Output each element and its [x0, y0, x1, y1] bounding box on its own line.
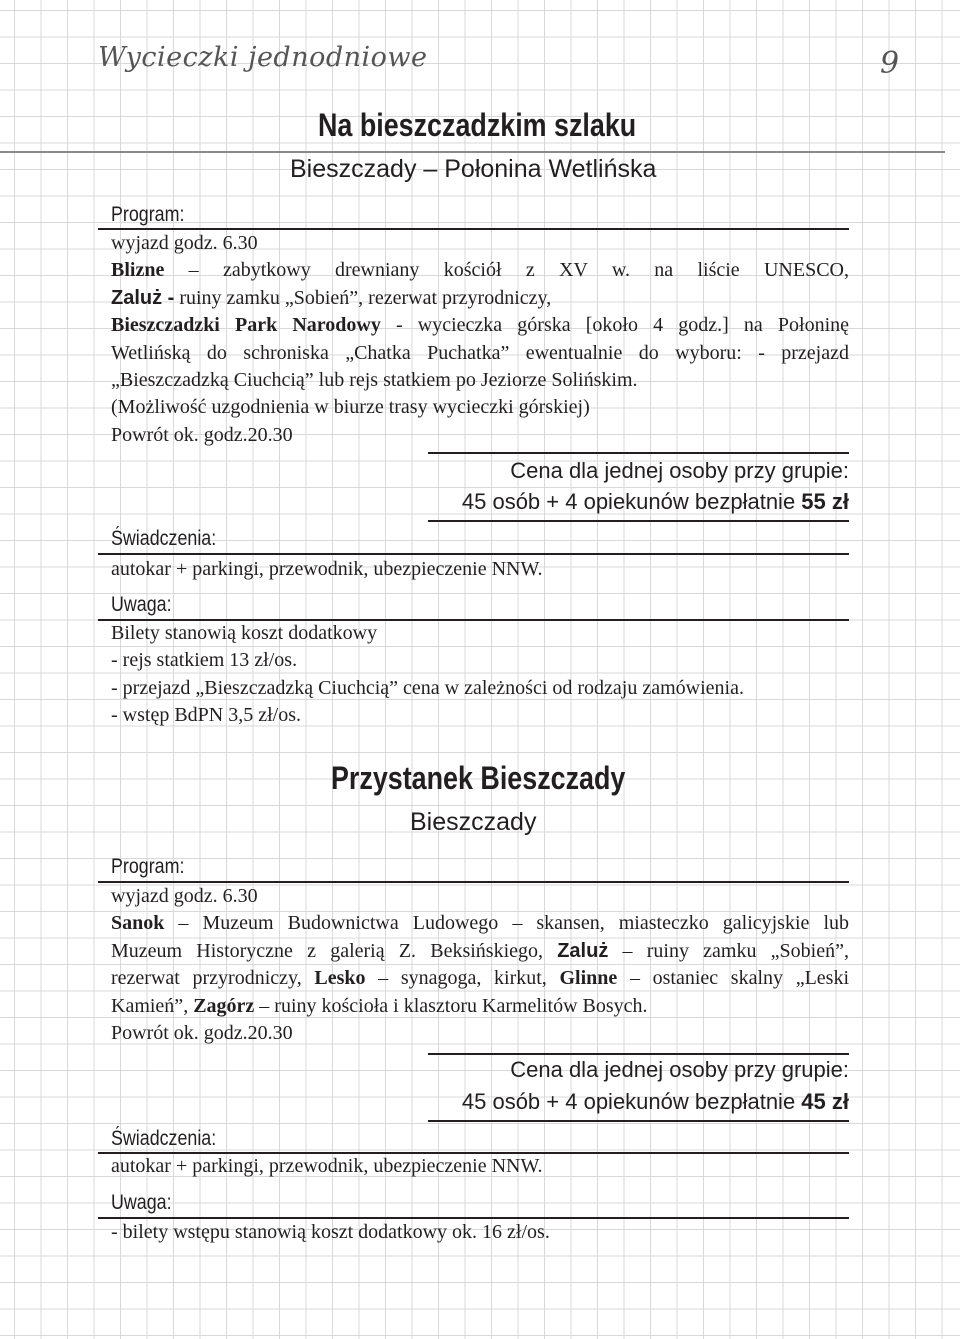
trip-1-price-line [462, 489, 849, 515]
trip-1-notes [111, 620, 744, 730]
trip-2-program-line [111, 910, 849, 937]
trip-2-program-label: Program: [111, 855, 185, 878]
trip-1-price-heading: Cena dla jednej osoby przy grupie: [510, 458, 849, 483]
trip-1-program-line [111, 312, 849, 339]
place-name: Bieszczadzki Park Narodowy [111, 314, 381, 337]
trip-1-services-label: Świadczenia: [111, 527, 217, 550]
trip-2-note-line: - bilety wstępu stanowią koszt dodatkowy ok. 16 zł/os. [111, 1221, 550, 1243]
trip-1-subtitle: Bieszczady – Połonina Wetlińska [290, 155, 657, 183]
trip-1-note-line: - wstęp BdPN 3,5 zł/os. [111, 704, 301, 727]
trip-2-price-rule-top [428, 1053, 849, 1055]
trip-1-program-line: Wetlińską do schroniska „Chatka Puchatka” ewentualnie do wyboru: - przejazd [111, 341, 849, 364]
trip-1-price-rule-bottom [428, 520, 849, 522]
place-name: Zagórz [193, 994, 255, 1017]
trip-1-services-rule [98, 553, 849, 555]
trip-1-price-value: 55 zł [801, 489, 849, 514]
trip-2-subtitle: Bieszczady [410, 808, 537, 836]
place-desc: – ruiny kościoła i klasztoru Karmelitów Bosych. [254, 994, 648, 1017]
trip-2-price-rule-bottom [428, 1120, 849, 1122]
trip-2-program-line [111, 965, 849, 992]
place-name: Glinne [559, 967, 618, 990]
place-name: Zaluż - [111, 286, 175, 309]
place-desc: - wycieczka górska [około 4 godz.] na Połoninę [380, 314, 850, 337]
trip-2-program-line: wyjazd godz. 6.30 [111, 885, 258, 907]
trip-1-note-line: - przejazd „Bieszczadzką Ciuchcią” cena w zależności od rodzaju zamówienia. [111, 676, 744, 699]
trip-1-program-line: (Możliwość uzgodnienia w biurze trasy wycieczki górskiej) [111, 396, 590, 419]
place-desc: – ostaniec skalny „Leski [617, 967, 849, 990]
trip-1-services: autokar + parkingi, przewodnik, ubezpieczenie NNW. [111, 558, 543, 580]
place-name: Zaluż [557, 939, 609, 962]
price-condition: 45 osób + 4 opiekunów bezpłatnie [461, 489, 802, 514]
trip-1-title: Na bieszczadzkim szlaku [318, 107, 637, 143]
place-name: Sanok [111, 912, 165, 935]
trip-1-price-rule-top [428, 452, 849, 454]
place-desc: – Muzeum Budownictwa Ludowego – skansen, miasteczko galicyjskie lub [164, 912, 849, 935]
trip-2-price-line [462, 1089, 849, 1115]
trip-2-services: autokar + parkingi, przewodnik, ubezpieczenie NNW. [111, 1155, 543, 1177]
trip-2-title: Przystanek Bieszczady [331, 760, 626, 796]
trip-1-program-line: Powrót ok. godz.20.30 [111, 423, 293, 446]
place-desc: rezerwat przyrodniczy, [111, 967, 315, 990]
place-desc: Kamień”, [111, 994, 194, 1017]
place-name: Blizne [111, 259, 165, 282]
place-name: Lesko [314, 967, 366, 990]
place-desc: ruiny zamku „Sobień”, rezerwat przyrodniczy, [174, 286, 552, 309]
trip-1-program-line [111, 257, 849, 284]
place-desc: Muzeum Historyczne z galerią Z. Beksińskiego, [111, 939, 558, 962]
place-desc: – zabytkowy drewniany kościół z XV w. na liście UNESCO, [164, 259, 849, 282]
trip-2-price-value: 45 zł [801, 1089, 849, 1114]
trip-1-program [111, 230, 849, 449]
trip-2-price-heading: Cena dla jednej osoby przy grupie: [510, 1057, 849, 1082]
trip-1-note-line: Bilety stanowią koszt dodatkowy [111, 622, 378, 644]
trip-1-note-label: Uwaga: [111, 593, 172, 616]
trip-1-note-line: - rejs statkiem 13 zł/os. [111, 649, 298, 672]
trip-2-note-label: Uwaga: [111, 1191, 172, 1214]
trip-2-services-label: Świadczenia: [111, 1127, 217, 1150]
page-number: 9 [880, 46, 900, 81]
trip-1-program-line: „Bieszczadzką Ciuchcią” lub rejs statkiem po Jeziorze Solińskim. [111, 369, 638, 392]
place-desc: – synagoga, kirkut, [365, 967, 560, 990]
header-divider [0, 151, 945, 153]
trip-2-program [111, 883, 849, 1047]
trip-1-program-line: wyjazd godz. 6.30 [111, 232, 258, 254]
running-title: Wycieczki jednodniowe [98, 42, 428, 73]
trip-1-program-line [111, 285, 849, 312]
trip-2-program-line [111, 938, 849, 965]
trip-2-program-line: Powrót ok. godz.20.30 [111, 1022, 293, 1045]
trip-1-program-label: Program: [111, 203, 185, 226]
price-condition: 45 osób + 4 opiekunów bezpłatnie [461, 1089, 802, 1114]
trip-2-program-line [111, 993, 849, 1020]
place-desc: – ruiny zamku „Sobień”, [608, 939, 849, 962]
